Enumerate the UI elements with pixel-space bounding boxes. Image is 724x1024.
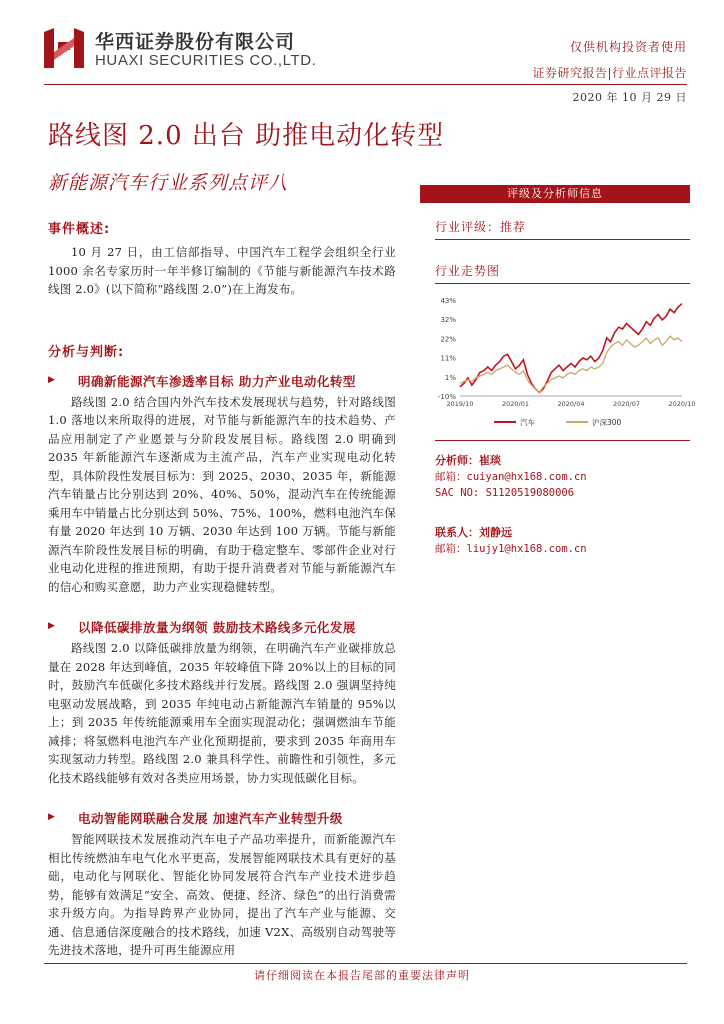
- y-tick-label: 32%: [440, 316, 456, 325]
- report-title: 路线图 2.0 出台 助推电动化转型: [48, 121, 445, 151]
- point-2-text: 路线图 2.0 以降低碳排放量为纲领，在明确汽车产业碳排放总量在 2028 年达到峰值，2035 年较峰值下降 20%以上的目标的同时，鼓励汽车低碳化多技术路线并行发展。路线图 2.0 强调坚持纯电驱动发展战略，到 2035 年纯电动占新能源汽车销量的 95%以上；到 2035 年传统能源乘用车全面实现混动化；强调燃油车节能减排；将氢燃料电池汽车产业化预期提前，要求到 2035 年商用车实现氢动力转型。路线图 2.0 兼具科学性、前瞻性和引领性，多元化技术路线能够有效对各类应用场景，协力实现低碳化目标。: [48, 641, 396, 785]
- point-3-title: [48, 809, 396, 827]
- report-type: 证券研究报告|行业点评报告: [532, 66, 687, 80]
- series-line-auto: [460, 304, 682, 393]
- point-3-text: 智能网联技术发展推动汽车电子产品功率提升，而新能源汽车相比传统燃油车电气化水平更高，发展智能网联技术具有更好的基础，电动化与网联化、智能化协同发展符合汽车产业技术进步趋势，能够有效满足“安全、高效、便捷、经济、绿色”的出行消费需求升级方向。为指导跨界产业协同，提出了汽车产业与能源、交通、信息通信深度融合的技术路线，加速 V2X、高级别自动驾驶等先进技术落地，提升可再生能源应用: [48, 832, 396, 957]
- sidebar-header: 评级及分析师信息: [420, 185, 690, 203]
- industry-rating: 行业评级：推荐: [435, 220, 527, 234]
- company-name-cn: 华西证券股份有限公司: [95, 31, 296, 53]
- point-1-title: [48, 372, 396, 390]
- huaxi-logo-icon: [44, 28, 84, 68]
- chart-title: 行业走势图: [435, 264, 501, 278]
- triangle-bullet-icon: ▶: [48, 621, 56, 631]
- rating-divider: [435, 239, 690, 240]
- header-divider: [44, 84, 687, 85]
- y-tick-label: 11%: [440, 354, 456, 363]
- chart-title-divider: [435, 283, 690, 284]
- x-tick-label: 2020/04: [557, 400, 585, 408]
- sidebar: [420, 185, 696, 557]
- trend-chart-svg: [432, 292, 696, 432]
- x-tick-label: 2019/10: [446, 400, 474, 408]
- point-2-title: [48, 618, 396, 636]
- point-3-title-text: 电动智能网联融合发展 加速汽车产业转型升级: [78, 811, 343, 826]
- trend-chart: [432, 292, 696, 436]
- y-tick-label: 43%: [440, 297, 456, 305]
- main-content: [48, 218, 396, 960]
- x-tick-label: 2020/10: [668, 400, 696, 408]
- analyst-name: 分析师：崔琰: [435, 454, 501, 467]
- report-subtitle: 新能源汽车行业系列点评八: [48, 172, 289, 194]
- analyst-email: 邮箱：cuiyan@hx168.com.cn: [435, 471, 587, 483]
- y-tick-label: 22%: [440, 335, 456, 344]
- contact-email: 邮箱：liujy1@hx168.com.cn: [435, 543, 587, 555]
- footer-divider: [44, 963, 687, 964]
- legend-label: 汽车: [520, 418, 535, 427]
- point-1-title-text: 明确新能源汽车渗透率目标 助力产业电动化转型: [78, 373, 356, 389]
- point-1-text: 路线图 2.0 结合国内外汽车技术发展现状与趋势，针对路线图 1.0 落地以来所取得的进展，对节能与新能源汽车的技术趋势、产品应用制定了产业愿景与分阶段发展目标。路线图 2.0 明确到 2035 年新能源汽车逐渐成为主流产品，汽车产业实现电动化转型，具体阶段性发展目标为：到 2025、2030、2035 年，新能源汽车销量占比分别达到 20%、40%、50%，混动汽车在传统能源乘用车中销量占比分别达到 50%、75%、100%，燃料电池汽车保有量 2020 年达到 10 万辆、2030 年达到 100 万辆。节能与新能源汽车阶段性发展目标的明确，有助于稳定整车、零部件企业对行业电动化进程的推进预期，有助于提升消费者对节能与新能源汽车的信心和购买意愿，助力产业实现稳健转型。: [48, 394, 396, 594]
- analyst-block: [420, 453, 690, 557]
- point-2-title-text: 以降低碳排放量为纲领 鼓励技术路线多元化发展: [78, 620, 356, 635]
- report-date: 2020 年 10 月 29 日: [572, 91, 687, 104]
- contact-name: 联系人：刘静远: [435, 526, 512, 539]
- analyst-divider: [435, 440, 690, 441]
- analysis-heading: 分析与判断:: [48, 344, 125, 360]
- event-heading: 事件概述:: [48, 222, 111, 237]
- x-tick-label: 2020/07: [612, 400, 641, 408]
- audience-note: 仅供机构投资者使用: [569, 40, 687, 54]
- triangle-bullet-icon: ▶: [48, 812, 56, 822]
- x-tick-label: 2020/01: [501, 400, 530, 408]
- triangle-bullet-icon: ▶: [48, 374, 56, 385]
- legend-label: 沪深300: [592, 418, 622, 427]
- company-name-en: HUAXI SECURITIES CO.,LTD.: [95, 52, 317, 69]
- y-tick-label: 1%: [444, 373, 456, 382]
- analyst-sac: SAC NO: S1120519080006: [435, 487, 575, 499]
- y-tick-label: -10%: [437, 393, 456, 401]
- event-text: 10 月 27 日，由工信部指导、中国汽车工程学会组织全行业 1000 余名专家历时一年半修订编制的《节能与新能源汽车技术路线图 2.0》(以下简称“路线图 2.0”)在上海发布。: [48, 245, 396, 296]
- legal-notice: 请仔细阅读在本报告尾部的重要法律声明: [254, 969, 470, 982]
